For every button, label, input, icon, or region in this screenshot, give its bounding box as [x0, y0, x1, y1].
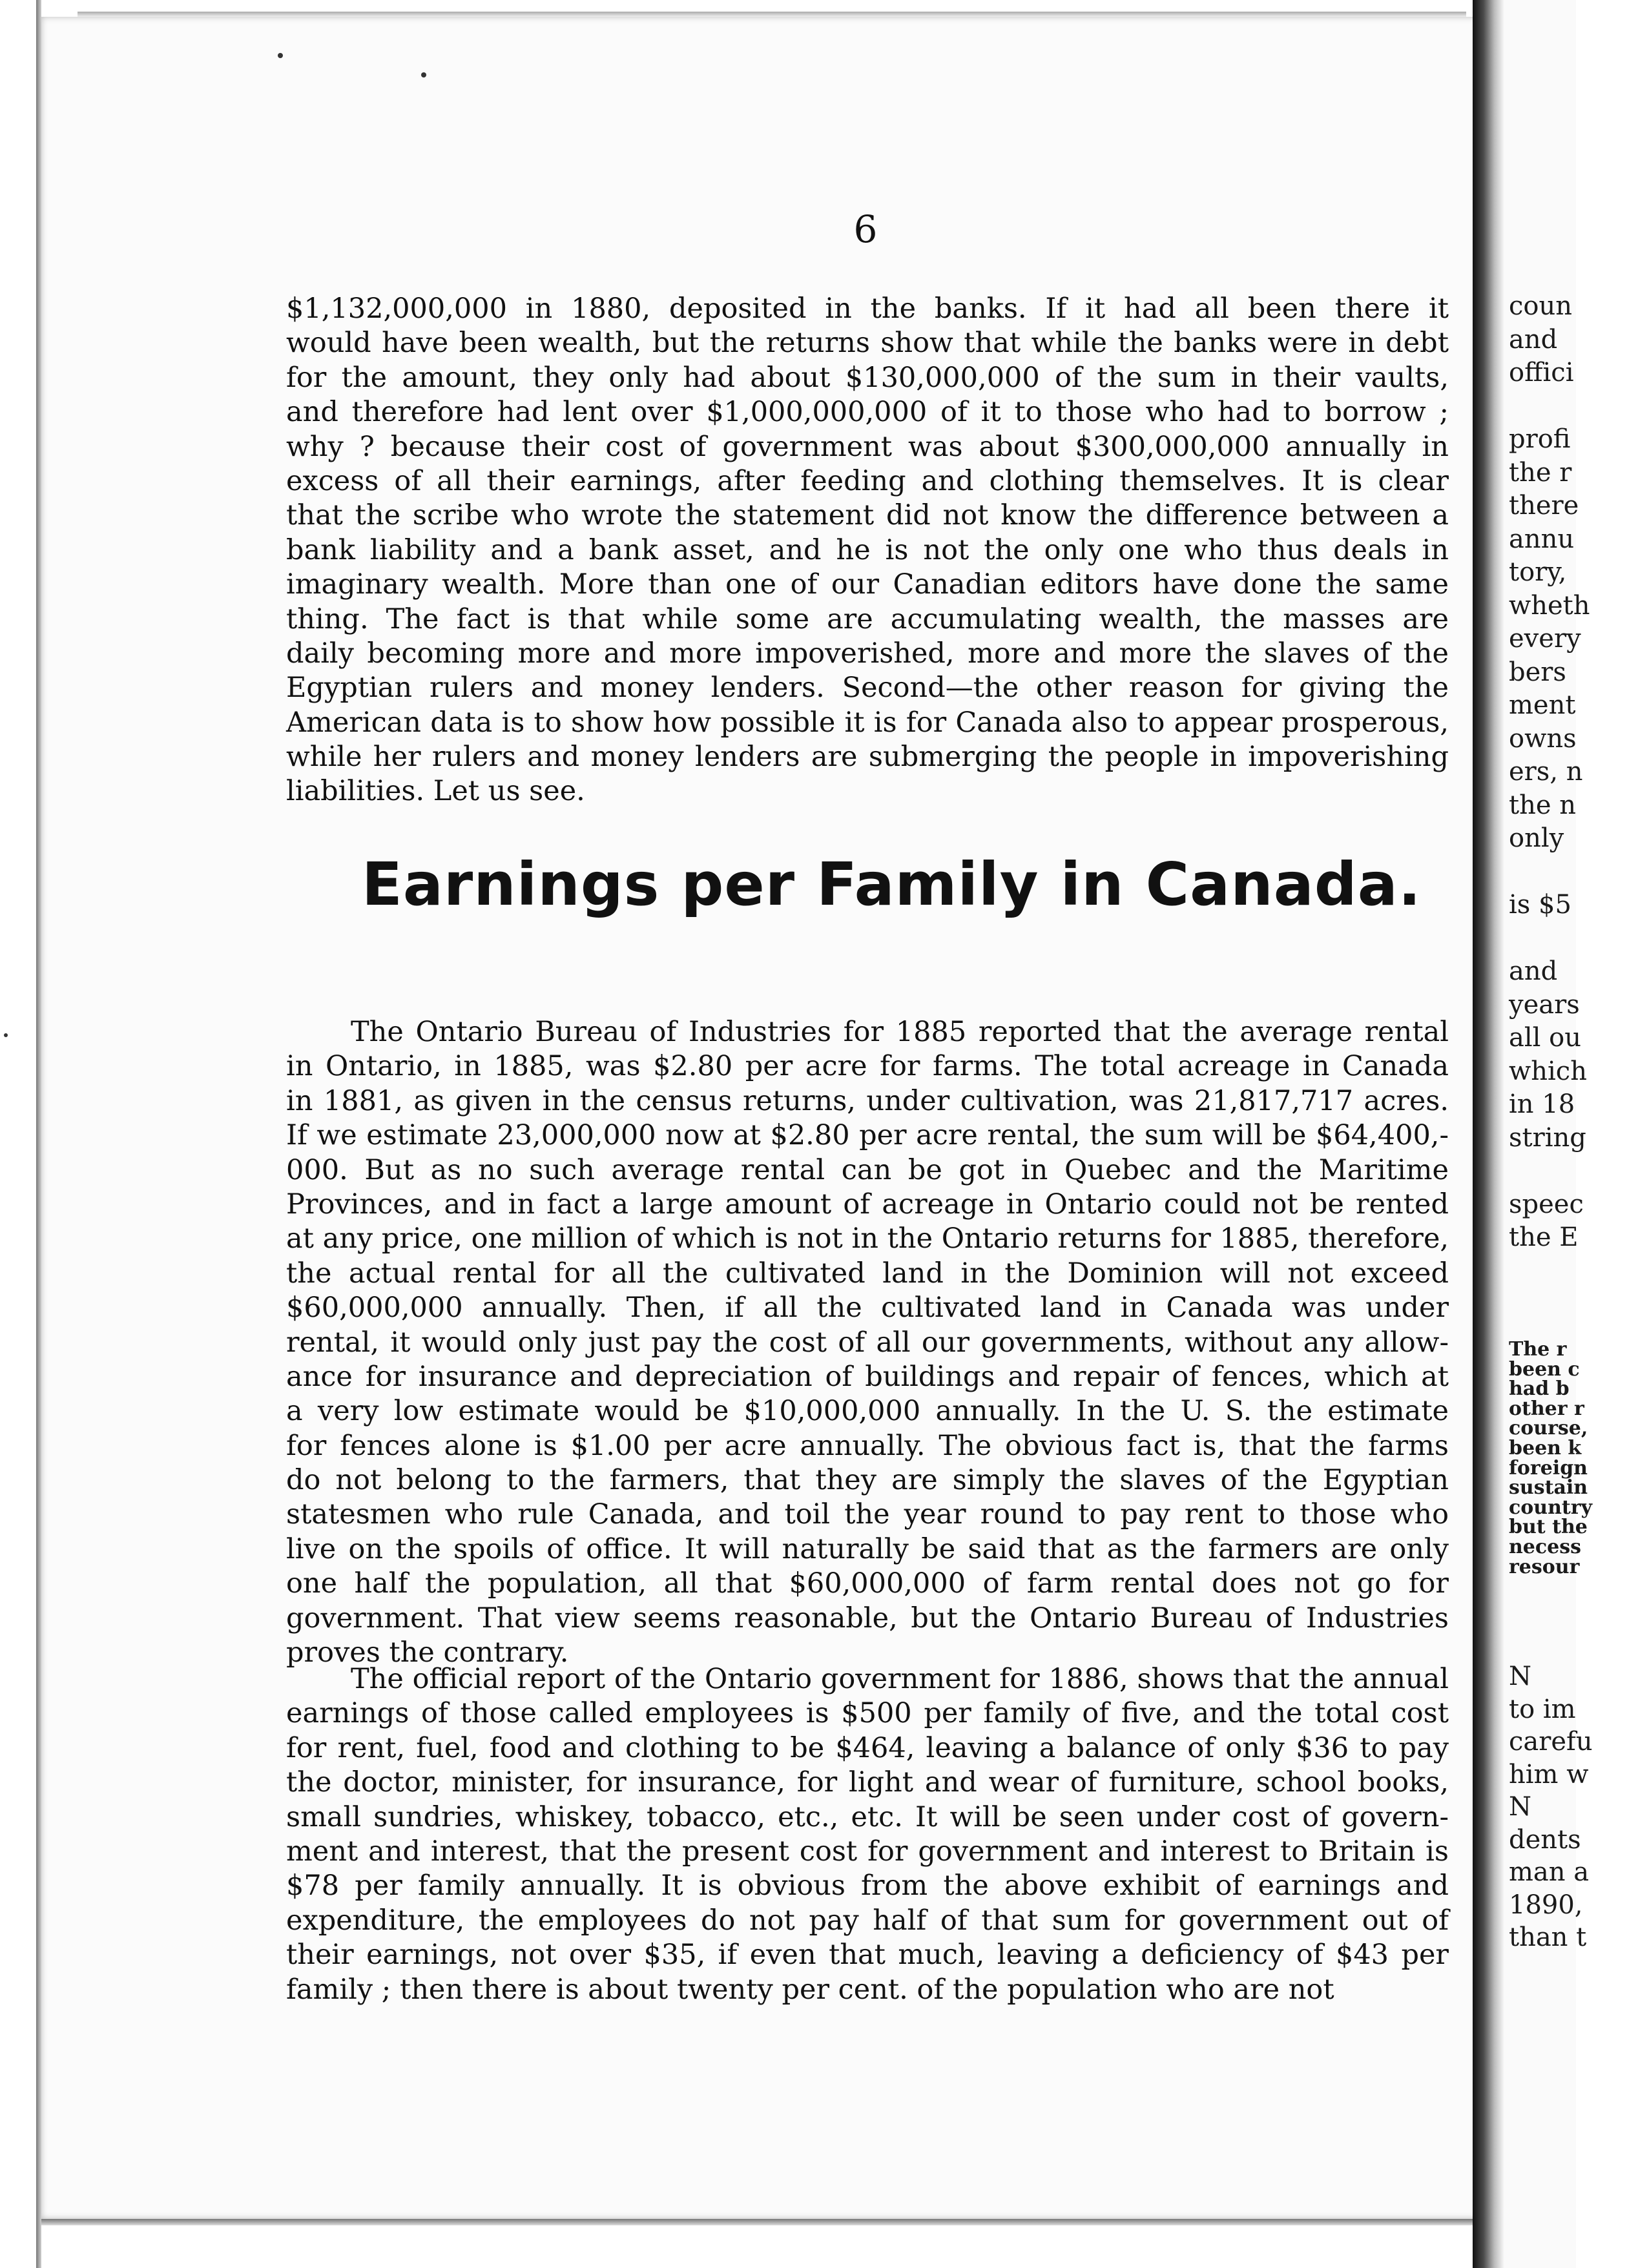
adjacent-page-fragment: bers — [1509, 657, 1566, 687]
adjacent-page-fragment: country — [1509, 1496, 1592, 1519]
adjacent-page-fragment: the E — [1509, 1222, 1579, 1252]
text-line: the doctor, minister, for insurance, for light and wear of furniture, school books, — [286, 1766, 1449, 1799]
adjacent-page-fragment: every — [1509, 624, 1581, 654]
adjacent-page-fragment: other r — [1509, 1397, 1584, 1420]
adjacent-page-fragment: there — [1509, 491, 1579, 521]
adjacent-page-fragment: speec — [1509, 1189, 1584, 1219]
text-line: while her rulers and money lenders are submerging the people in impoverishing — [286, 741, 1449, 774]
text-line: their earnings, not over $35, if even that much, leaving a deficiency of $43 per — [286, 1939, 1449, 1972]
paragraph-2 — [286, 1015, 1449, 1670]
text-line: and therefore had lent over $1,000,000,000 of it to those who had to borrow ; — [286, 396, 1449, 429]
text-line: earnings of those called employees is $500 per family of five, and the total cost — [286, 1697, 1449, 1730]
text-line: family ; then there is about twenty per cent. of the population who are not — [286, 1973, 1334, 2006]
text-line: excess of all their earnings, after feeding and clothing themselves. It is clear — [286, 464, 1449, 497]
text-line: for fences alone is $1.00 per acre annually. The obvious fact is, that the farms — [286, 1429, 1449, 1462]
text-line: at any price, one million of which is not in the Ontario returns for 1885, therefore, — [286, 1222, 1449, 1255]
adjacent-page-fragment: necess — [1509, 1536, 1582, 1558]
text-line: for rent, fuel, food and clothing to be $464, leaving a balance of only $36 to pay — [286, 1731, 1449, 1764]
adjacent-page-fragment: course, — [1509, 1417, 1588, 1440]
text-line: The official report of the Ontario government for 1886, shows that the annual — [351, 1663, 1449, 1695]
text-line: that the scribe who wrote the statement did not know the difference between a — [286, 499, 1449, 532]
section-title: Earnings per Family in Canada. — [362, 850, 1422, 919]
text-line: government. That view seems reasonable, but the Ontario Bureau of Industries — [286, 1602, 1449, 1634]
adjacent-page-fragment: him w — [1509, 1759, 1589, 1789]
text-line: do not belong to the farmers, that they are simply the slaves of the Egyptian — [286, 1464, 1449, 1497]
adjacent-page-fragment: coun — [1509, 291, 1573, 321]
text-line: Provinces, and in fact a large amount of acreage in Ontario could not be rented — [286, 1188, 1449, 1221]
adjacent-page-fragment: sustain — [1509, 1476, 1588, 1500]
text-line: imaginary wealth. More than one of our Canadian editors have done the same — [286, 568, 1449, 601]
adjacent-page-fragment: and — [1509, 956, 1558, 986]
adjacent-page-fragment: been k — [1509, 1437, 1582, 1459]
adjacent-page — [1504, 0, 1593, 2268]
text-line: one half the population, all that $60,000,000 of farm rental does not go for — [286, 1567, 1449, 1600]
adjacent-page-fragment: the n — [1509, 790, 1576, 820]
adjacent-page-fragment: only — [1509, 823, 1564, 853]
adjacent-page-fragment: in 18 — [1509, 1089, 1575, 1119]
adjacent-page-fragment: carefu — [1509, 1727, 1593, 1757]
text-line: expenditure, the employees do not pay half of that sum for government out of — [286, 1904, 1449, 1937]
ink-speck — [421, 72, 426, 77]
adjacent-page-fragment: years — [1509, 989, 1580, 1020]
ink-speck — [4, 1033, 8, 1037]
adjacent-page-fragment: wheth — [1509, 590, 1590, 621]
text-line: Egyptian rulers and money lenders. Second—the other reason for giving the — [286, 672, 1449, 705]
page-bottom-edge — [41, 2219, 1488, 2225]
adjacent-page-fragment: dents — [1509, 1824, 1581, 1855]
text-line: $78 per family annually. It is obvious from the above exhibit of earnings and — [286, 1870, 1449, 1902]
page-number: 6 — [853, 207, 878, 251]
text-line: live on the spoils of office. It will naturally be said that as the farmers are only — [286, 1532, 1449, 1565]
text-line: statesmen who rule Canada, and toil the year round to pay rent to those who — [286, 1498, 1449, 1531]
adjacent-page-fragment: annu — [1509, 524, 1575, 554]
adjacent-page-fragment: been c — [1509, 1357, 1580, 1381]
book-left-edge — [36, 0, 41, 2268]
adjacent-page-fragment: but the — [1509, 1516, 1588, 1539]
page-top-edge — [78, 12, 1466, 17]
text-line: thing. The fact is that while some are accumulating wealth, the masses are — [286, 603, 1449, 635]
adjacent-page-fragment: profi — [1509, 424, 1571, 454]
adjacent-page-fragment: the r — [1509, 457, 1572, 488]
text-line: small sundries, whiskey, tobacco, etc., etc. It will be seen under cost of govern- — [286, 1800, 1449, 1833]
adjacent-page-fragment: The r — [1509, 1338, 1567, 1361]
book-gutter — [1473, 0, 1504, 2268]
text-line: would have been wealth, but the returns show that while the banks were in debt — [286, 327, 1449, 360]
text-line: daily becoming more and more impoverished, more and more the slaves of the — [286, 637, 1449, 670]
text-line: 000. But as no such average rental can be got in Quebec and the Maritime — [286, 1153, 1449, 1186]
adjacent-page-fragment: tory, — [1509, 557, 1567, 587]
text-line: for the amount, they only had about $130,000,000 of the sum in their vaults, — [286, 361, 1449, 394]
adjacent-page-fragment: resour — [1509, 1555, 1580, 1578]
adjacent-page-fragment: string — [1509, 1122, 1586, 1153]
text-line: $1,132,000,000 in 1880, deposited in the banks. If it had all been there it — [286, 293, 1449, 325]
adjacent-page-fragment: offici — [1509, 358, 1574, 387]
text-line: rental, it would only just pay the cost of all our governments, without any allow- — [286, 1326, 1449, 1359]
adjacent-page-fragment: man a — [1509, 1857, 1590, 1887]
adjacent-page-fragment: N — [1509, 1792, 1531, 1822]
adjacent-page-fragment: to im — [1509, 1694, 1576, 1724]
text-line: liabilities. Let us see. — [286, 775, 585, 808]
text-line: ance for insurance and depreciation of buildings and repair of fences, which at — [286, 1360, 1449, 1393]
paragraph-1 — [286, 292, 1449, 809]
ink-speck — [278, 53, 283, 58]
text-line: If we estimate 23,000,000 now at $2.80 per acre rental, the sum will be $64,400,- — [286, 1119, 1449, 1152]
text-line: proves the contrary. — [286, 1636, 569, 1669]
text-line: bank liability and a bank asset, and he is not the only one who thus deals in — [286, 533, 1449, 566]
text-line: why ? because their cost of government was about $300,000,000 annually in — [286, 430, 1449, 463]
adjacent-page-fragment: and — [1509, 324, 1558, 355]
adjacent-page-fragment: foreign — [1509, 1456, 1588, 1479]
text-line: The Ontario Bureau of Industries for 1885 reported that the average rental — [351, 1016, 1449, 1048]
adjacent-page-fragment: than t — [1509, 1923, 1587, 1952]
adjacent-page-fragment: 1890, — [1509, 1890, 1583, 1920]
adjacent-page-fragment: owns — [1509, 723, 1577, 754]
text-line: the actual rental for all the cultivated land in the Dominion will not exceed — [286, 1257, 1449, 1290]
adjacent-page-fragment: which — [1509, 1056, 1587, 1086]
adjacent-page-fragment: ment — [1509, 690, 1576, 720]
paragraph-3 — [286, 1662, 1449, 2007]
text-line: American data is to show how possible it is for Canada also to appear prosperous, — [286, 706, 1449, 739]
text-line: ment and interest, that the present cost for government and interest to Britain is — [286, 1835, 1449, 1868]
text-line: a very low estimate would be $10,000,000 annually. In the U. S. the estimate — [286, 1395, 1449, 1428]
adjacent-page-fragment: all ou — [1509, 1023, 1581, 1053]
text-line: in Ontario, in 1885, was $2.80 per acre for farms. The total acreage in Canada — [286, 1050, 1449, 1083]
adjacent-page-fragment: had b — [1509, 1377, 1570, 1401]
adjacent-page-fragment: N — [1509, 1662, 1531, 1691]
text-line: $60,000,000 annually. Then, if all the cultivated land in Canada was under — [286, 1292, 1449, 1325]
text-line: in 1881, as given in the census returns, under cultivation, was 21,817,717 acres. — [286, 1084, 1449, 1117]
adjacent-page-fragment: ers, n — [1509, 757, 1583, 787]
adjacent-page-fragment: is $5 — [1509, 890, 1571, 920]
